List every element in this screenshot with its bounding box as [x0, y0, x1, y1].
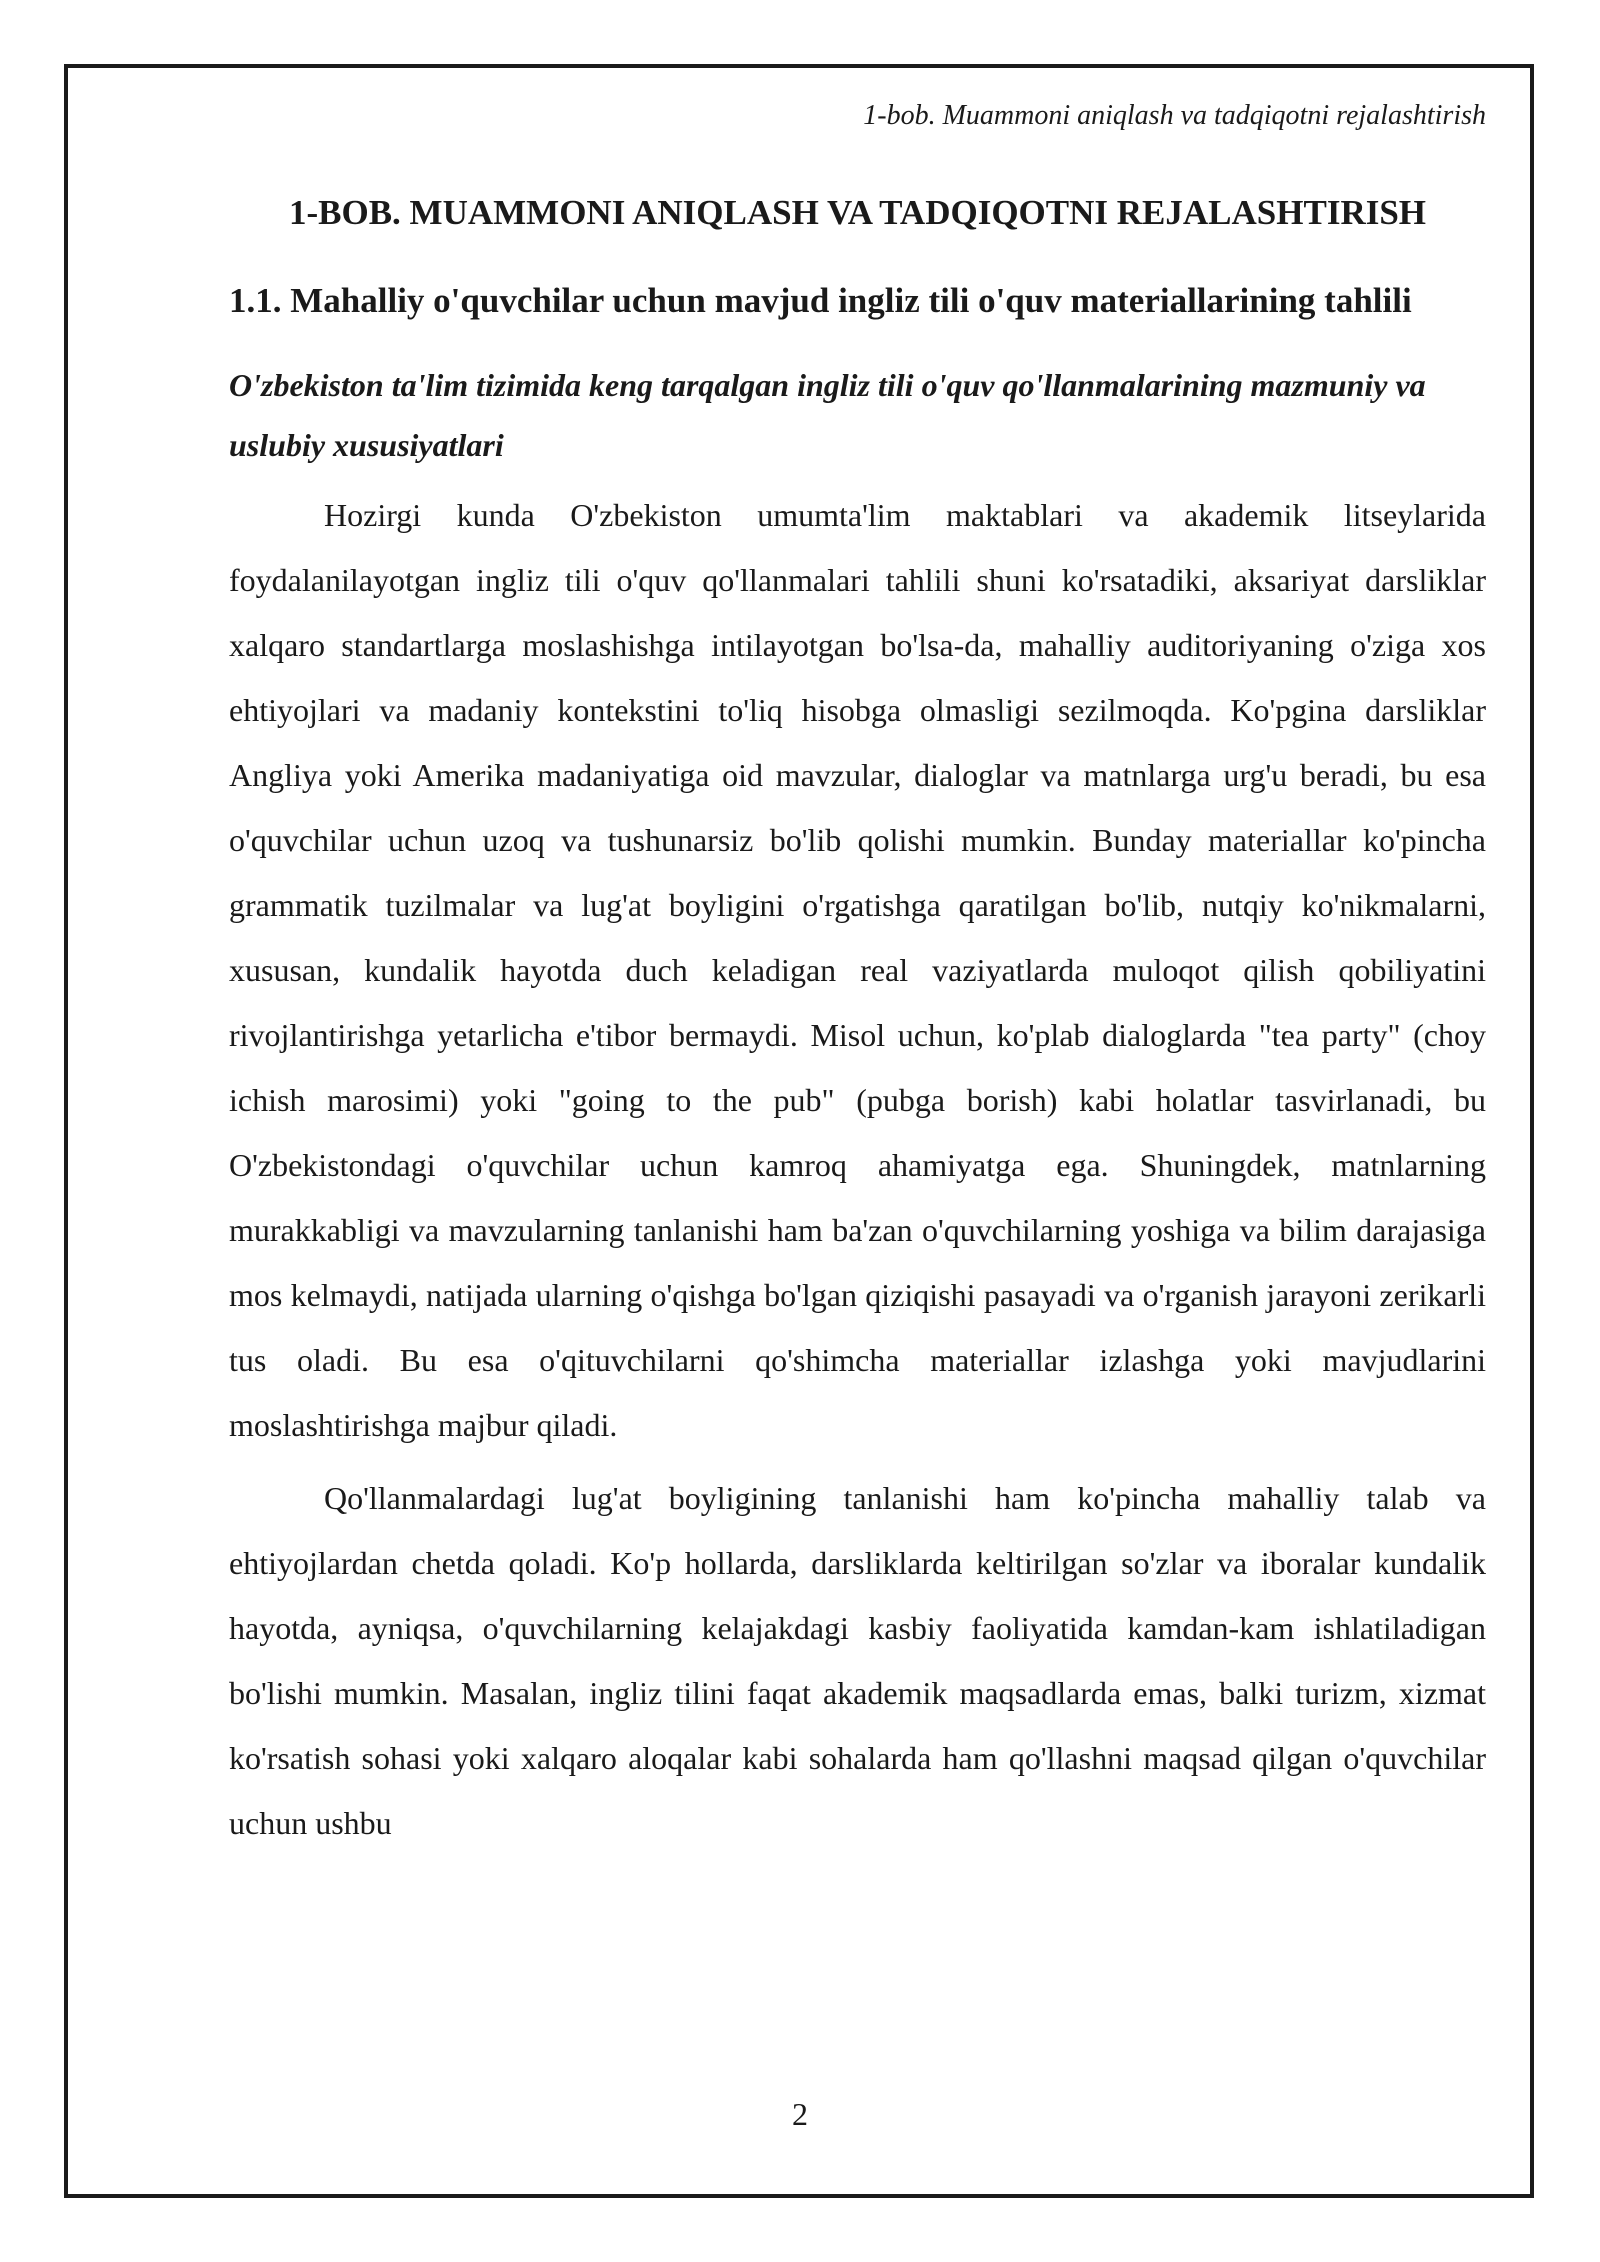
running-header: 1-bob. Muammoni aniqlash va tadqiqotni rejalashtirish [863, 100, 1486, 131]
chapter-title: 1-BOB. MUAMMONI ANIQLASH VA TADQIQOTNI REJALASHTIRISH [288, 193, 1427, 232]
body-paragraph-1: Hozirgi kunda O'zbekiston umumta'lim maktablari va akademik litseylarida foydalanilayotgan ingliz tili o'quv qo'llanmalari tahlili shuni ko'rsatadiki, aksariyat darsliklar xalqaro standartlarga moslashishga intilayotgan bo'lsa-da, mahalliy auditoriyaning o'ziga xos ehtiyojlari va madaniy kontekstini to'liq hisobga olmasligi sezilmoqda. Ko'pgina darsliklar Angliya yoki Amerika madaniyatiga oid mavzular, dialoglar va matnlarga urg'u beradi, bu esa o'quvchilar uchun uzoq va tushunarsiz bo'lib qolishi mumkin. Bunday materiallar ko'pincha grammatik tuzilmalar va lug'at boyligini o'rgatishga qaratilgan bo'lib, nutqiy ko'nikmalarni, xususan, kundalik hayotda duch keladigan real vaziyatlarda muloqot qilish qobiliyatini rivojlantirishga yetarlicha e'tibor bermaydi. Misol uchun, ko'plab dialoglarda "tea party" (choy ichish marosimi) yoki "going to the pub" (pubga borish) kabi holatlar tasvirlanadi, bu O'zbekistondagi o'quvchilar uchun kamroq ahamiyatga ega. Shuningdek, matnlarning murakkabligi va mavzularning tanlanishi ham ba'zan o'quvchilarning yoshiga va bilim darajasiga mos kelmaydi, natijada ularning o'qishga bo'lgan qiziqishi pasayadi va o'rganish jarayoni zerikarli tus oladi. Bu esa o'qituvchilarni qo'shimcha materiallar izlashga yoki mavjudlarini moslashtirishga majbur qiladi. [229, 497, 1486, 1443]
section-title: 1.1. Mahalliy o'quvchilar uchun mavjud ingliz tili o'quv materiallarining tahlili [229, 281, 1412, 320]
page-content [229, 180, 1486, 1856]
page-number: 2 [792, 2096, 808, 2132]
subsection-title: O'zbekiston ta'lim tizimida keng tarqalgan ingliz tili o'quv qo'llanmalarining mazmuniy va uslubiy xususiyatlari [229, 367, 1426, 463]
body-paragraph-2: Qo'llanmalardagi lug'at boyligining tanlanishi ham ko'pincha mahalliy talab va ehtiyojlardan chetda qoladi. Ko'p hollarda, darsliklarda keltirilgan so'zlar va iboralar kundalik hayotda, ayniqsa, o'quvchilarning kelajakdagi kasbiy faoliyatida kamdan-kam ishlatiladigan bo'lishi mumkin. Masalan, ingliz tilini faqat akademik maqsadlarda emas, balki turizm, xizmat ko'rsatish sohasi yoki xalqaro aloqalar kabi sohalarda ham qo'llashni maqsad qilgan o'quvchilar uchun ushbu [229, 1480, 1486, 1841]
